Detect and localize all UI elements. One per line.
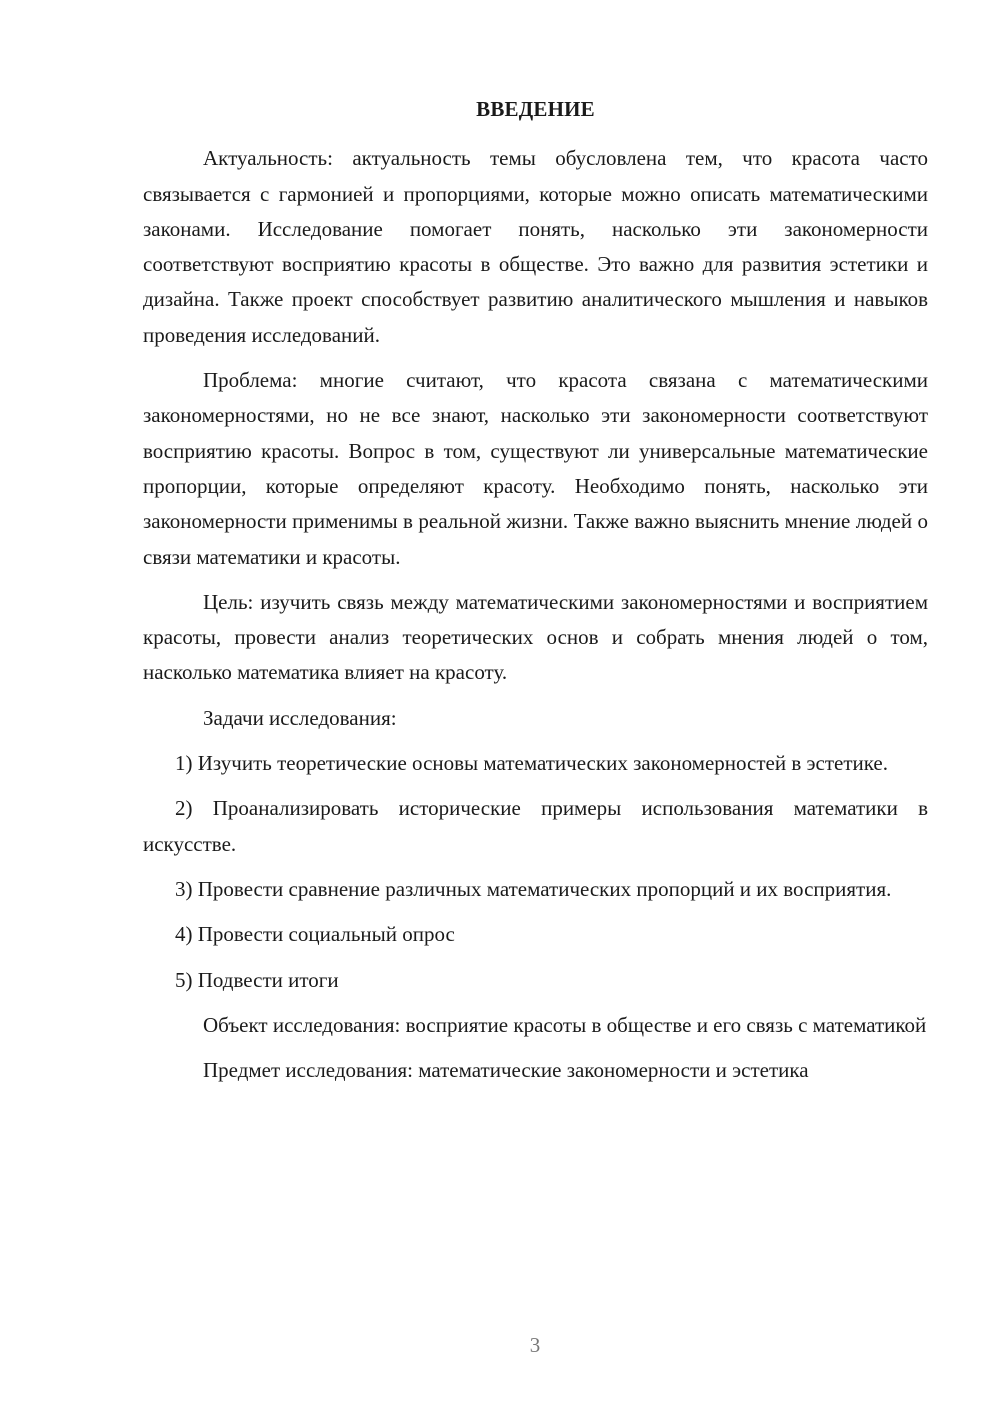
object-paragraph: Объект исследования: восприятие красоты в обществе и его связь с математикой (203, 1012, 927, 1037)
page-number: 3 (529, 1333, 541, 1357)
task-item: 1) Изучить теоретические основы математических закономерностей в эстетике. (175, 751, 889, 776)
task-item: 5) Подвести итоги (175, 967, 339, 992)
task-item: 4) Провести социальный опрос (175, 922, 455, 947)
task-item: 3) Провести сравнение различных математических пропорций и их восприятия. (175, 876, 892, 901)
page-content (143, 92, 928, 1098)
subject-paragraph: Предмет исследования: математические закономерности и эстетика (203, 1058, 809, 1083)
tasks-title: Задачи исследования: (203, 705, 397, 730)
section-heading: ВВЕДЕНИЕ (476, 97, 595, 121)
problem-paragraph: Проблема: многие считают, что красота связана с математическими закономерностями, но не все знают, насколько эти закономерности соответствуют восприятию красоты. Вопрос в том, существуют ли универсальные математические пропорции, которые определяют красоту. Необходимо понять, насколько эти закономерности применимы в реальной жизни. Также важно выяснить мнение людей о связи математики и красоты. (143, 368, 928, 569)
task-item: 2) Проанализировать исторические примеры использования математики в искусстве. (143, 796, 928, 856)
goal-paragraph: Цель: изучить связь между математическими закономерностями и восприятием красоты, провести анализ теоретических основ и собрать мнения людей о том, насколько математика влияет на красоту. (143, 589, 928, 685)
relevance-paragraph: Актуальность: актуальность темы обусловлена тем, что красота часто связывается с гармонией и пропорциями, которые можно описать математическими законами. Исследование помогает понять, насколько эти закономерности соответствуют восприятию красоты в обществе. Это важно для развития эстетики и дизайна. Также проект способствует развитию аналитического мышления и навыков проведения исследований. (143, 146, 928, 347)
